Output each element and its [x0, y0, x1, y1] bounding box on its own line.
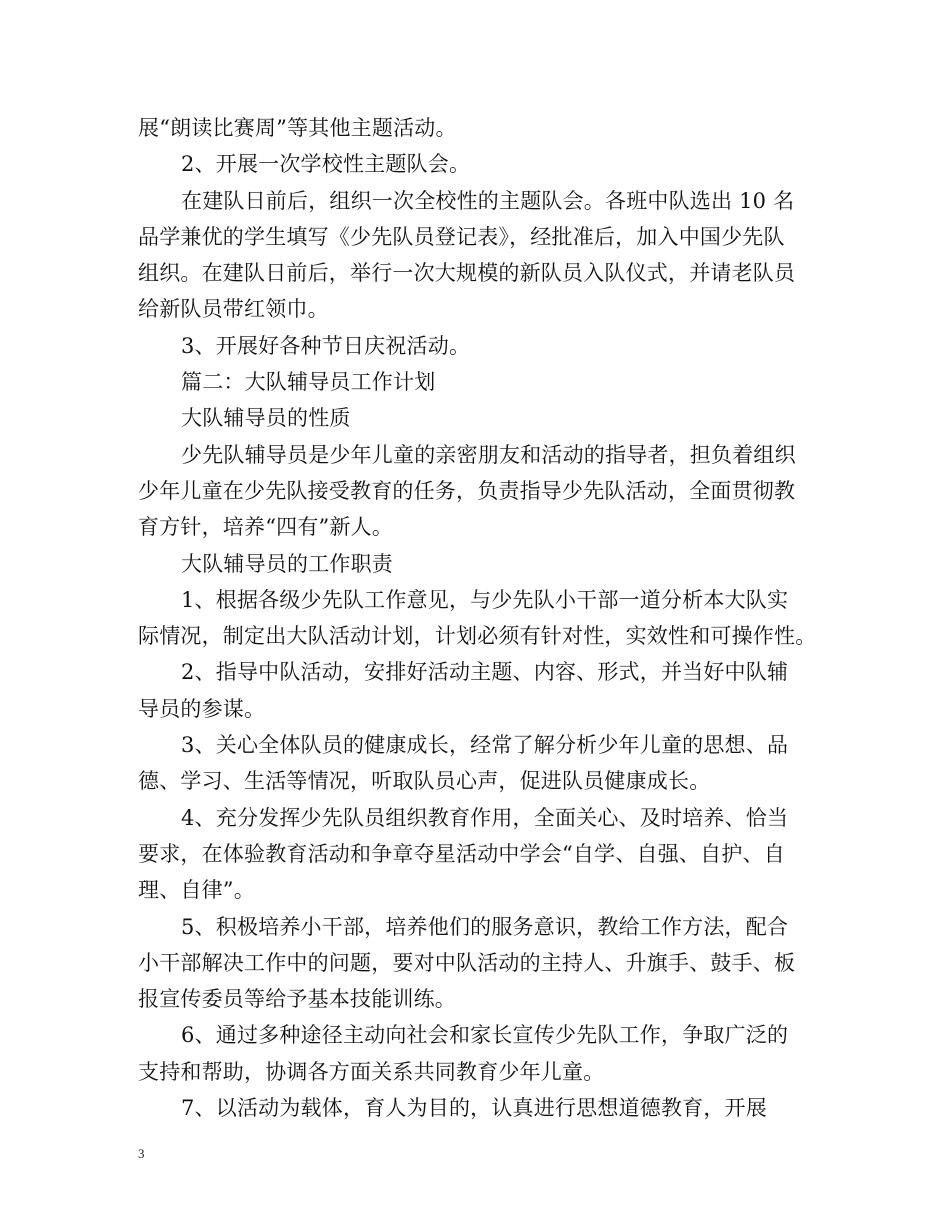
text-line: 5、积极培养小干部，培养他们的服务意识，教给工作方法，配合 — [181, 914, 789, 939]
text-line: 小干部解决工作中的问题，要对中队活动的主持人、升旗手、鼓手、板 — [138, 950, 796, 975]
text-line: 报宣传委员等给予基本技能训练。 — [138, 987, 456, 1012]
text-line: 要求，在体验教育活动和争章夺星活动中学会“自学、自强、自护、自 — [138, 841, 785, 866]
text-line: 3、关心全体队员的健康成长，经常了解分析少年儿童的思想、品 — [181, 733, 789, 758]
text-line: 导员的参谋。 — [138, 696, 266, 721]
document-body — [138, 110, 818, 1126]
text-line: 2、开展一次学校性主题队会。 — [181, 152, 471, 177]
text-line: 6、通过多种途径主动向社会和家长宣传少先队工作，争取广泛的 — [181, 1023, 789, 1048]
text-line: 在建队日前后，组织一次全校性的主题队会。各班中队选出 10 名 — [181, 188, 795, 213]
text-line: 支持和帮助，协调各方面关系共同教育少年儿童。 — [138, 1059, 605, 1084]
text-line: 给新队员带红领巾。 — [138, 297, 329, 322]
text-line: 大队辅导员的工作职责 — [181, 551, 393, 576]
text-line: 2、指导中队活动，安排好活动主题、内容、形式，并当好中队辅 — [181, 660, 789, 685]
text-line: 3、开展好各种节日庆祝活动。 — [181, 333, 471, 358]
text-line: 7、以活动为载体，育人为目的，认真进行思想道德教育，开展 — [181, 1096, 767, 1121]
text-line: 展“朗读比赛周”等其他主题活动。 — [138, 116, 457, 140]
text-line: 际情况，制定出大队活动计划，计划必须有针对性，实效性和可操作性。 — [138, 624, 817, 649]
text-line: 少年儿童在少先队接受教育的任务，负责指导少先队活动，全面贯彻教 — [138, 478, 796, 503]
text-line: 德、学习、生活等情况，听取队员心声，促进队员健康成长。 — [138, 769, 711, 794]
text-line: 组织。在建队日前后，举行一次大规模的新队员入队仪式，并请老队员 — [138, 261, 796, 286]
text-line: 4、充分发挥少先队员组织教育作用，全面关心、及时培养、恰当 — [181, 805, 789, 830]
text-line: 篇二：大队辅导员工作计划 — [181, 370, 436, 395]
text-line: 育方针，培养“四有”新人。 — [138, 515, 394, 540]
text-line: 品学兼优的学生填写《少先队员登记表》，经批准后，加入中国少先队 — [138, 224, 785, 249]
text-line: 1、根据各级少先队工作意见，与少先队小干部一道分析本大队实 — [181, 587, 789, 612]
text-line: 理、自律”。 — [138, 878, 255, 903]
text-line: 少先队辅导员是少年儿童的亲密朋友和活动的指导者，担负着组织 — [181, 442, 796, 467]
text-line: 大队辅导员的性质 — [181, 406, 351, 431]
page-number: 3 — [138, 1146, 145, 1161]
